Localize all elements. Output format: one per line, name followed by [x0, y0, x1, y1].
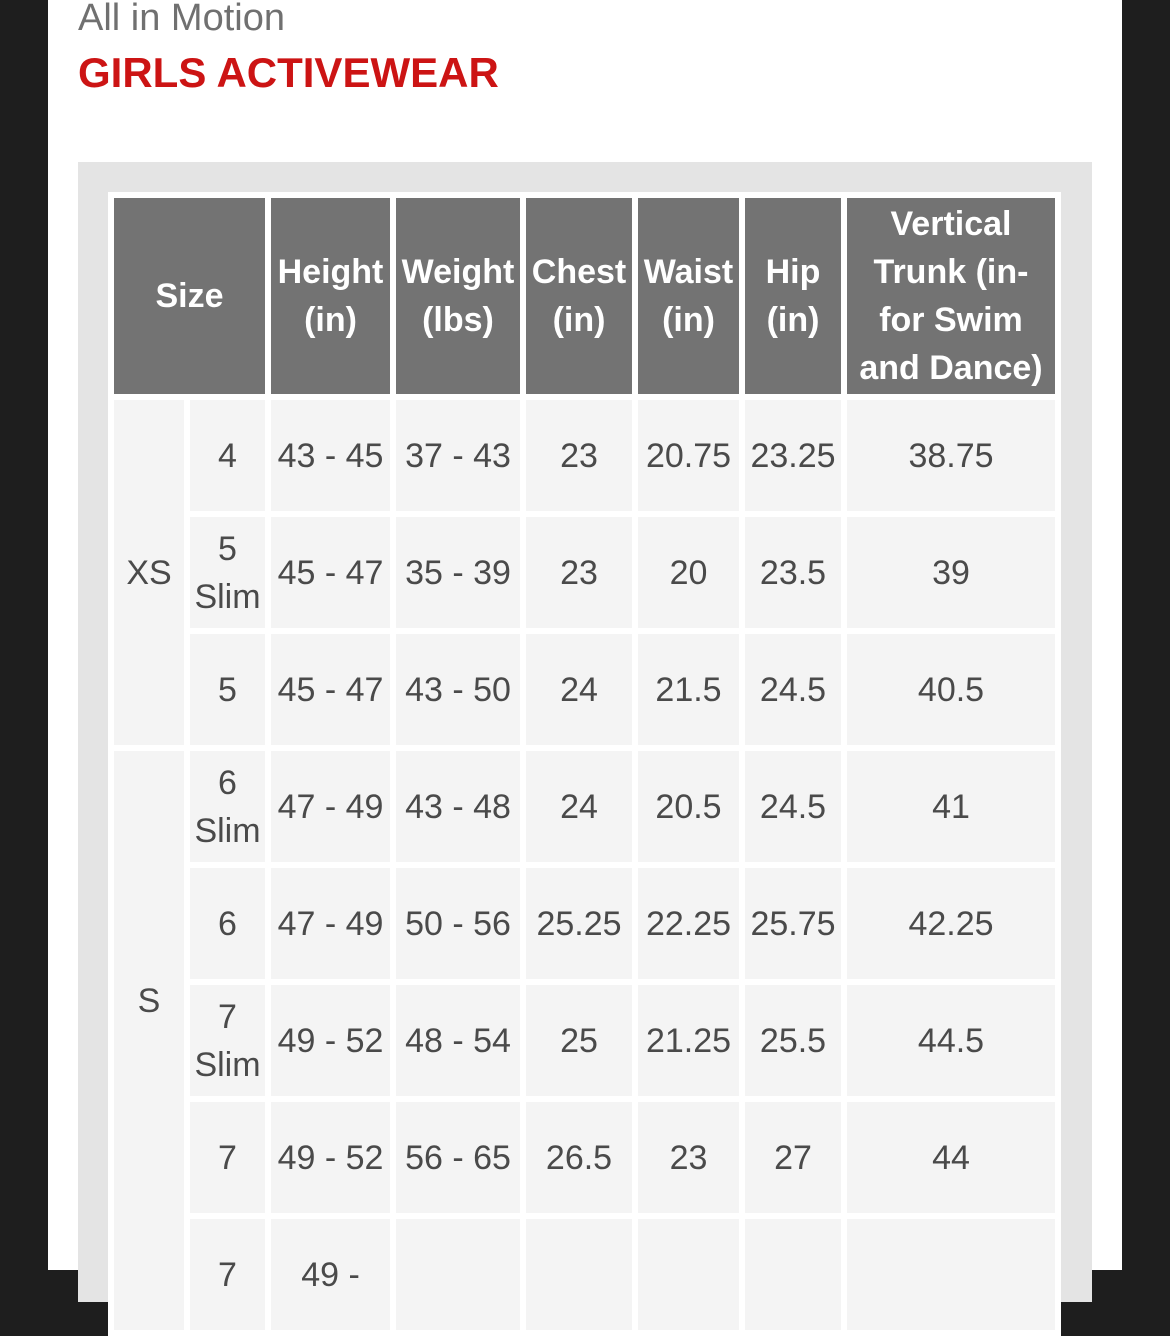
col-header-vertical-trunk: Vertical Trunk (in- for Swim and Dance): [847, 198, 1055, 394]
chest-cell: [526, 1219, 632, 1330]
chest-cell: 26.5: [526, 1102, 632, 1213]
height-cell: 49 - 52: [271, 985, 390, 1096]
chest-cell: 23: [526, 517, 632, 628]
col-header-hip: Hip (in): [745, 198, 841, 394]
weight-cell: 35 - 39: [396, 517, 520, 628]
size-group-xs: XS: [114, 400, 184, 745]
size-cell: 6 Slim: [190, 751, 265, 862]
size-group-s: S: [114, 751, 184, 1330]
waist-cell: 21.25: [638, 985, 739, 1096]
weight-cell: [396, 1219, 520, 1330]
height-cell: 45 - 47: [271, 517, 390, 628]
table-row: [114, 1102, 1055, 1213]
height-cell: 43 - 45: [271, 400, 390, 511]
table-header-row: [114, 198, 1055, 394]
col-header-chest: Chest (in): [526, 198, 632, 394]
weight-cell: 50 - 56: [396, 868, 520, 979]
hip-cell: 23.25: [745, 400, 841, 511]
size-chart-table: [108, 192, 1061, 1336]
trunk-cell: [847, 1219, 1055, 1330]
weight-cell: 56 - 65: [396, 1102, 520, 1213]
hip-cell: 24.5: [745, 634, 841, 745]
chest-cell: 25: [526, 985, 632, 1096]
table-row: [114, 517, 1055, 628]
waist-cell: 20: [638, 517, 739, 628]
trunk-cell: 38.75: [847, 400, 1055, 511]
hip-cell: 23.5: [745, 517, 841, 628]
waist-cell: 22.25: [638, 868, 739, 979]
height-cell: 49 -: [271, 1219, 390, 1330]
chest-cell: 24: [526, 751, 632, 862]
waist-cell: 20.75: [638, 400, 739, 511]
waist-cell: 21.5: [638, 634, 739, 745]
waist-cell: [638, 1219, 739, 1330]
height-cell: 45 - 47: [271, 634, 390, 745]
trunk-cell: 40.5: [847, 634, 1055, 745]
height-cell: 47 - 49: [271, 751, 390, 862]
waist-cell: 20.5: [638, 751, 739, 862]
col-header-waist: Waist (in): [638, 198, 739, 394]
weight-cell: 48 - 54: [396, 985, 520, 1096]
col-header-height: Height (in): [271, 198, 390, 394]
table-row: [114, 868, 1055, 979]
hip-cell: 25.5: [745, 985, 841, 1096]
table-row: [114, 1219, 1055, 1330]
waist-cell: 23: [638, 1102, 739, 1213]
size-cell: 6: [190, 868, 265, 979]
trunk-cell: 42.25: [847, 868, 1055, 979]
col-header-weight: Weight (lbs): [396, 198, 520, 394]
page: [48, 0, 1122, 1294]
size-cell: 5 Slim: [190, 517, 265, 628]
weight-cell: 43 - 50: [396, 634, 520, 745]
trunk-cell: 41: [847, 751, 1055, 862]
chest-cell: 25.25: [526, 868, 632, 979]
table-row: [114, 634, 1055, 745]
trunk-cell: 44: [847, 1102, 1055, 1213]
table-row: [114, 400, 1055, 511]
size-cell: 7: [190, 1219, 265, 1330]
table-row: [114, 985, 1055, 1096]
height-cell: 47 - 49: [271, 868, 390, 979]
hip-cell: [745, 1219, 841, 1330]
brand-name: All in Motion: [78, 0, 285, 39]
weight-cell: 37 - 43: [396, 400, 520, 511]
size-chart-panel: [78, 162, 1092, 1302]
table-row: [114, 751, 1055, 862]
hip-cell: 25.75: [745, 868, 841, 979]
weight-cell: 43 - 48: [396, 751, 520, 862]
trunk-cell: 44.5: [847, 985, 1055, 1096]
chest-cell: 23: [526, 400, 632, 511]
trunk-cell: 39: [847, 517, 1055, 628]
chest-cell: 24: [526, 634, 632, 745]
hip-cell: 24.5: [745, 751, 841, 862]
size-cell: 4: [190, 400, 265, 511]
size-cell: 7: [190, 1102, 265, 1213]
category-title: GIRLS ACTIVEWEAR: [78, 49, 499, 96]
size-cell: 5: [190, 634, 265, 745]
height-cell: 49 - 52: [271, 1102, 390, 1213]
hip-cell: 27: [745, 1102, 841, 1213]
size-cell: 7 Slim: [190, 985, 265, 1096]
col-header-size: Size: [114, 198, 265, 394]
